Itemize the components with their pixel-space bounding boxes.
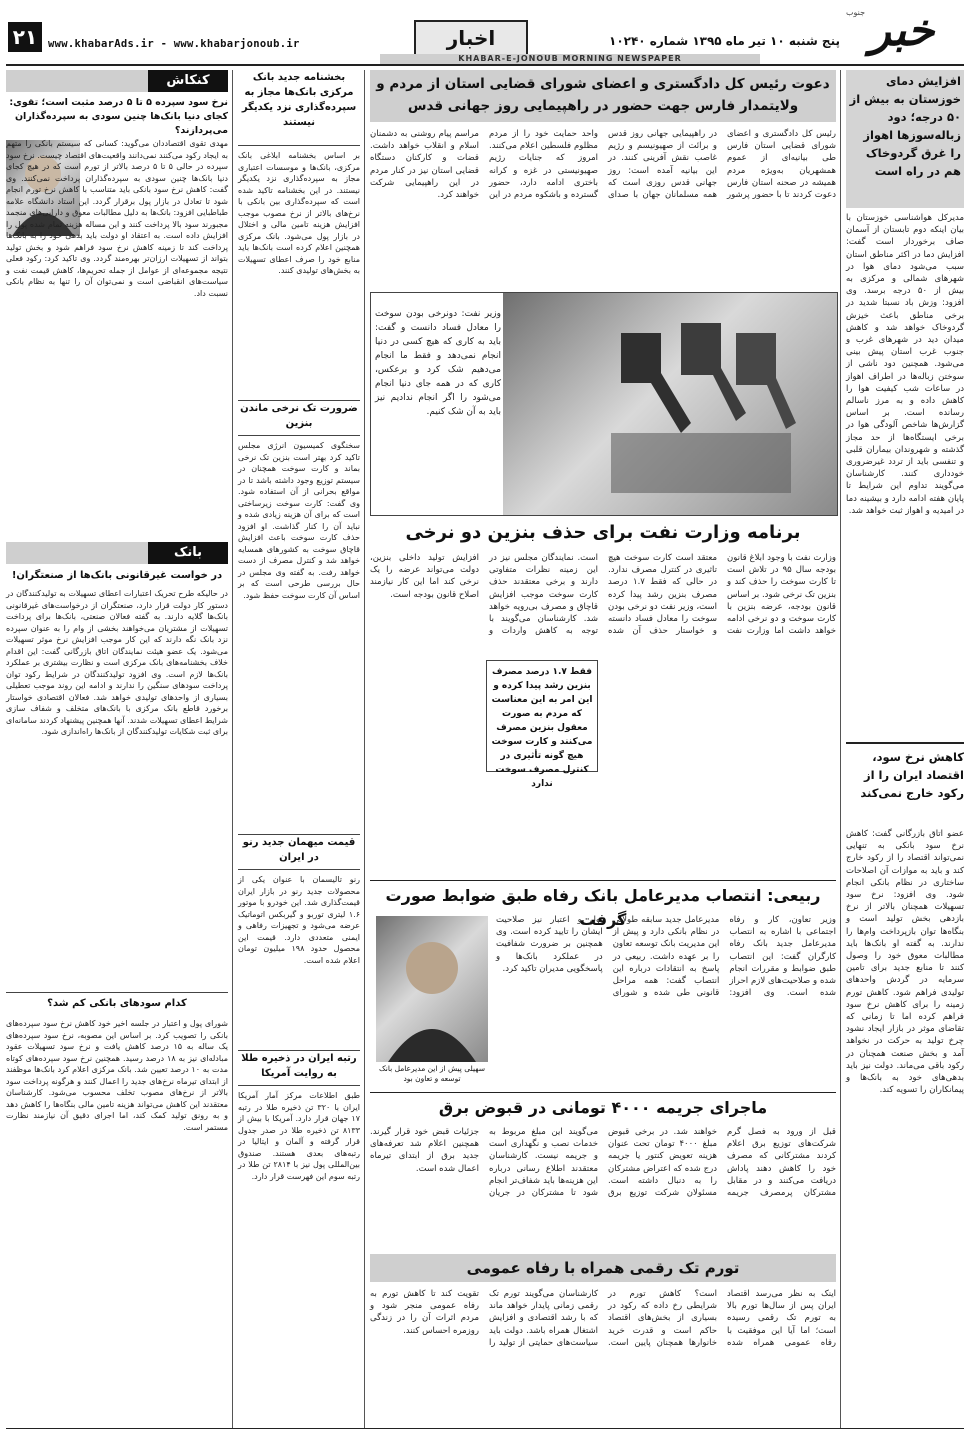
top-story-headline: دعوت رئیس کل دادگستری و اعضای شورای قضایی استان از مردم و ولایتمدار فارس جهت حضور در راهپیمایی روز جهانی قدس	[370, 70, 836, 122]
gold-body: طبق اطلاعات مرکز آمار آمریکا ایران با ۳۲۰ تن ذخیره طلا در رتبه ۱۷ جهان قرار دارد. آمریکا با بیش از ۸۱۳۳ تن ذخیره طلا در صدر جدول قرار گرفته و آلمان و ایتالیا در رتبه‌های بعدی هستند. صندوق بین‌المللی پول نیز با ۲۸۱۴ تن طلا در رتبه سوم این فهرست قرار دارد.	[238, 1091, 361, 1181]
fuel-headline: برنامه وزارت نفت برای حذف بنزین دو نرخی	[405, 522, 801, 543]
renault-headline: قیمت میهمان جدید رنو در ایران	[238, 834, 360, 870]
electricity-body: قبل از ورود به فصل گرم شرکت‌های توزیع برق اعلام کردند مشترکانی که مصرف خود را کاهش دهند پاداش دریافت می‌کنند و در مقابل مشترکان پرمصرف جریمه خواهند شد. در برخی قبوض مبلغ ۴۰۰۰ تومان تحت عنوان هزینه تعویض کنتور یا جریمه درج شده که اعتراض مشترکان را به دنبال داشته است. مسئولان شرکت توزیع برق می‌گویند این مبلغ مربوط به خدمات نصب و نگهداری است و جریمه نیست. کارشناسان معتقدند اطلاع رسانی درباره این هزینه‌ها باید شفاف‌تر انجام شود تا مشترکان در جریان جزئیات قبض خود قرار گیرند. همچنین اعلام شد تعرفه‌های جدید برق از ابتدای تیرماه اعمال شده است.	[370, 1127, 836, 1199]
kankash-body: مهدی تقوی اقتصاددان می‌گوید: کسانی که سیستم بانکی را متهم به ایجاد رکود می‌کنند نمی‌دانند واقعیت‌های اقتصاد چیست. نرخ سود سپرده در حالی ۵ تا ۵ درصد بالاتر از تورم است که در هیچ کجای دنیا بانک‌ها چنین سودی به سپرده‌گذاران پرداخت نمی‌کنند. وی گفت: کاهش نرخ سود بانکی باید متناسب با کاهش نرخ تورم انجام شود تا تعادل در بازار پول برقرار گردد. این استاد دانشگاه علامه طباطبایی افزود: بانک‌ها به دلیل مطالبات معوق و دارایی‌های منجمد مجبورند سود بالا پرداخت کنند و این مساله هزینه تمام شده پول را افزایش داده است. به اعتقاد او دولت باید بدهی خود را به بانک‌ها پرداخت کند تا زمینه کاهش نرخ سود فراهم شود و بخش تولید بتواند از تسهیلات ارزان‌تر بهره‌مند گردد. وی تاکید کرد: رکود فعلی نتیجه مجموعه‌ای از عوامل از جمله تحریم‌ها، کاهش قیمت نفت و سیاست‌های انقباضی است و نمی‌توان آن را تنها به نظام بانکی نسبت داد.	[6, 139, 228, 298]
section-title-box	[414, 20, 528, 56]
inflation-headline: تورم تک رقمی همراه با رفاه عمومی	[466, 1259, 740, 1277]
kankash-label: کنکاش	[148, 70, 228, 92]
fuel-photo-caption: وزیر نفت: دونرخی بودن سوخت را معادل فساد دانست و گفت: باید به کاری که هیچ کسی در دنیا انجام نمی‌دهد و فقط ما انجام می‌دهیم شک کرد و برعکس، کاری که در همه جای دنیا انجام می‌شود را اگر انجام ندادیم نیز باید به آن شک کنیم.	[375, 309, 501, 417]
khuzestan-headline: افزایش دمای خوزستان به بیش از ۵۰ درجه؛ دود زباله‌سوزها اهواز را غرق گرد‌وخاک هم در راه است	[846, 70, 964, 208]
fuel-pull-quote-text: فقط ۱.۷ درصد مصرف بنزین رشد پیدا کرده و این امر به این معناست که مردم به صورت معقول بنزین مصرف می‌کنند و کارت سوخت هیچ گونه تأثیری در کنترل مصرف سوخت ندارد	[491, 667, 593, 789]
central-bank-headline: بخشنامه جدید بانک مرکزی بانک‌ها مجاز به سپرده‌گذاری نزد یکدیگر نیستند	[238, 70, 360, 146]
portrait-icon	[376, 916, 488, 1062]
inflation-body: اینک به نظر می‌رسد اقتصاد ایران پس از سال‌ها تورم بالا به تورم تک رقمی رسیده است؛ اما آیا این موفقیت با رفاه عمومی همراه شده است؟ کاهش تورم در شرایطی رخ داده که رکود در بسیاری از بخش‌های اقتصاد حاکم است و قدرت خرید خانوارها همچنان پایین است. کارشناسان می‌گویند تورم تک رقمی زمانی پایدار خواهد ماند که با رشد اقتصادی و افزایش اشتغال همراه باشد. دولت باید سیاست‌های حمایتی از تولید را تقویت کند تا کاهش تورم به رفاه عمومی منجر شود و مردم اثرات آن را در زندگی روزمره احساس کنند.	[370, 1289, 836, 1348]
rabiei-photo	[376, 916, 488, 1062]
bank-label: بانک	[148, 542, 228, 564]
rabiei-rule	[370, 880, 836, 881]
kankash-body-wrap	[6, 138, 228, 536]
rates-body: شورای پول و اعتبار در جلسه اخیر خود کاهش نرخ سود سپرده‌های بانکی را تصویب کرد. بر اساس این مصوبه، نرخ سود سپرده‌های یک ساله به ۱۵ درصد کاهش یافت و نرخ سود تسهیلات عقود مبادله‌ای نیز به ۱۸ درصد رسید. همچنین نرخ سود سپرده‌های کوتاه مدت به ۱۰ درصد تعیین شد. بانک مرکزی اعلام کرد بانک‌ها موظفند از ابتدای تیرماه نرخ‌های جدید را اعمال کنند و هرگونه پرداخت سود بالاتر از نرخ‌های مصوب تخلف محسوب می‌شود. کارشناسان معتقدند این کاهش می‌تواند هزینه تامین مالی بنگاه‌ها را کاهش دهد و به رونق تولید کمک کند، اما اجرای دقیق آن نیازمند نظارت مستمر است.	[6, 1019, 229, 1132]
divider-left	[232, 70, 233, 1428]
electricity-headline: ماجرای جریمه ۴۰۰۰ تومانی در قبوض برق	[438, 1098, 768, 1117]
central-bank-body: بر اساس بخشنامه ابلاغی بانک مرکزی، بانک‌ها و موسسات اعتباری مجاز به سپرده‌گذاری نزد یکدیگر نیستند. در این بخشنامه تاکید شده است که سپرده‌گذاری بین بانکی با نرخ‌های بالاتر از نرخ مصوب موجب افزایش هزینه تامین مالی و اختلال در بازار پول می‌شود. بانک مرکزی همچنین اعلام کرده است بانک‌ها باید منابع خود را صرف اعطای تسهیلات به بخش‌های تولیدی کنند.	[238, 151, 360, 275]
site-urls[interactable]: www.khabarAds.ir - www.khabarjonoub.ir	[48, 38, 300, 50]
left-column	[6, 70, 228, 1425]
fuel-pull-quote	[486, 660, 598, 789]
masthead-text: KHABAR-E-JONOUB MORNING NEWSPAPER	[458, 54, 682, 63]
fuel-nozzle-icon	[601, 313, 801, 493]
header-rule	[6, 64, 964, 66]
fuel-need-headline: ضرورت تک نرخی ماندن بنزین	[238, 400, 360, 436]
rabiei-headline: ربیعی: انتصاب مدیرعامل بانک رفاه طبق ضوابط صورت گرفت	[385, 886, 821, 929]
interest-headline: کاهش نرخ سود، اقتصاد ایران را از رکود خارج نمی‌کند	[846, 742, 964, 826]
bank-body: در حالیکه طرح تحریک اعتبارات اعطای تسهیلات به تولیدکنندگان در دستور کار دولت قرار دارد، صنعتگران از درخواست‌های غیرقانونی بانک‌ها گلایه دارند. به گفته فعالان صنعتی، بانک‌ها برای پرداخت تسهیلات از مشتریان می‌خواهند بخشی از وام را به عنوان سپرده نزد بانک نگه دارند که این کار موجب افزایش نرخ موثر تسهیلات می‌شود. یک عضو هیئت نمایندگان اتاق بازرگانی گفت: این اقدام خلاف بخشنامه‌های بانک مرکزی است و نظارت بیشتری بر عملکرد بانک‌ها لازم است. وی افزود تولیدکنندگان در شرایط رکود توان پرداخت سودهای سنگین را ندارند و ادامه این روند موجب تعطیلی بسیاری از واحدهای تولیدی خواهد شد. فعالان اقتصادی خواستار برخورد قاطع بانک مرکزی با بانک‌های متخلف و شفاف سازی شرایط اعطای تسهیلات شدند. آنها همچنین پیشنهاد کردند سامانه‌ای برای ثبت شکایات تولیدکنندگان از بانک‌ها راه‌اندازی شود.	[6, 589, 228, 736]
khuzestan-body: مدیرکل هواشناسی خوزستان با بیان اینکه دوم تابستان از آسمان صاف برخوردار است گفت: افزایش دما در اکثر مناطق استان سبب می‌شود دمای هوا در شهرهای شمالی و مرکزی به بیش از ۵۰ درجه برسد. وی افزود: وزش باد نسبتا شدید در برخی مناطق باعث خیزش گرد‌وخاک خواهد شد و کاهش میدان دید در شهرهای غرب و جنوب غرب استان پیش بینی می‌شود. همچنین دود ناشی از سوختن زباله‌ها در اطراف اهواز در ساعات شب کیفیت هوا را کاهش داده و به مرز ناسالم رسانده است. بر اساس گزارش‌ها شاخص آلودگی هوا در برخی ایستگاه‌ها از حد مجاز گذشته و شهروندان بیماران قلبی و تنفسی باید از تردد غیرضروری خودداری کنند. کارشناسان می‌گویند تداوم این شرایط تا پایان هفته ادامه دارد و بیشینه دما در امیدیه و اهواز ثبت خواهد شد.	[846, 213, 965, 516]
renault-body: رنو تالیسمان با عنوان یکی از محصولات جدید رنو در بازار ایران قیمت‌گذاری شد. این خودرو با موتور ۱.۶ لیتری توربو و گیربکس اتوماتیک عرضه می‌شود و تجهیزات رفاهی و ایمنی متعددی دارد. قیمت این محصول حدود ۱۹۸ میلیون تومان اعلام شده است.	[238, 875, 360, 965]
kankash-label-row	[6, 70, 228, 92]
page-number: ۲۱	[8, 22, 42, 52]
gold-headline: رتبه ایران در ذخیره طلا به روایت آمریکا	[238, 1050, 360, 1086]
logo-text: خبر	[869, 5, 935, 56]
right-column	[846, 70, 964, 1425]
divider-middle	[364, 70, 365, 1428]
interest-body: عضو اتاق بازرگانی گفت: کاهش نرخ سود بانکی به تنهایی نمی‌تواند اقتصاد را از رکود خارج کند و باید به موازات آن اصلاحات ساختاری در نظام بانکی انجام شود. وی افزود: نرخ سود تسهیلات همچنان بالاتر از نرخ بازدهی بخش تولید است و بنگاه‌ها توان بازپرداخت وام‌ها را ندارند. به گفته او بانک‌ها باید مطالبات معوق خود را وصول کنند تا منابع جدید برای تامین سرمایه در گردش واحدهای تولیدی فراهم شود. کاهش تورم زمینه را برای کاهش نرخ سود فراهم کرده اما تا زمانی که تقاضای موثر در بازار ایجاد نشود چرخ تولید به حرکت در نخواهد آمد و بخش صنعت همچنان در رکود باقی می‌ماند. دولت نیز باید بدهی‌های خود به بانک‌ها و پیمانکاران را تسویه کند.	[846, 829, 964, 1096]
bank-label-row	[6, 542, 228, 564]
divider-right	[840, 70, 841, 1428]
kankash-headline: نرخ سود سپرده ۵ تا ۵ درصد مثبت است؛ تقوی: کجای دنیا بانک‌ها چنین سودی به سپرده‌گذاران می‌پردازند؟	[9, 97, 228, 136]
footer-rule	[6, 1428, 964, 1429]
logo-subtext: جنوب	[846, 8, 866, 17]
rabiei-body: وزیر تعاون، کار و رفاه اجتماعی با اشاره به انتصاب مدیرعامل جدید بانک رفاه کارگران گفت: این انتصاب طبق ضوابط و مقررات انجام شده و صلاحیت‌های لازم احراز شده است. وی افزود: مدیرعامل جدید سابقه طولانی در نظام بانکی دارد و پیش از این مدیریت بانک توسعه تعاون را بر عهده داشت. ربیعی در پاسخ به انتقادات درباره این انتصاب گفت: همه مراحل قانونی طی شده و شورای پول و اعتبار نیز صلاحیت ایشان را تایید کرده است. وی همچنین بر ضرورت شفافیت در عملکرد بانک‌ها و پاسخگویی مدیران تاکید کرد.	[496, 915, 836, 999]
inflation-headline-bar	[370, 1254, 836, 1282]
section-title: اخبار	[446, 26, 496, 50]
page-header	[0, 0, 970, 64]
rates-headline: کدام سودهای بانکی کم شد؟	[6, 992, 228, 1016]
rabiei-photo-caption: سهیلی پیش از این مدیرعامل بانک توسعه و تعاون بود	[379, 1064, 485, 1083]
electricity-rule	[370, 1092, 836, 1093]
fuel-photo-box	[370, 292, 838, 516]
masthead-logo	[842, 6, 962, 58]
top-story-body: رئیس کل دادگستری و اعضای شورای قضایی استان فارس طی بیانیه‌ای از عموم همشهریان به‌ویژه مردم همیشه در صحنه استان فارس دعوت کردند تا با حضور پرشور در راهپیمایی جهانی روز قدس و برائت از صهیونیسم و رژیم غاصب نقش آفرینی کنند. در این بیانیه آمده است: روز جهانی قدس روزی است که همه مسلمانان جهان با صدای واحد حمایت خود را از مردم مظلوم فلسطین اعلام می‌کنند. امروز که جنایات رژیم صهیونیستی در غزه و کرانه باختری ادامه دارد، حضور گسترده و باشکوه مردم در این مراسم پیام روشنی به دشمنان اسلام و انقلاب خواهد داشت. قضات و کارکنان دستگاه قضایی استان نیز در کنار مردم در این راهپیمایی شرکت خواهند کرد.	[370, 129, 836, 201]
masthead-band	[380, 54, 760, 64]
narrow-column	[238, 70, 360, 1425]
bank-headline: در خواست غیرقانونی بانک‌ها از صنعتگران!	[11, 570, 223, 581]
top-story	[370, 70, 836, 285]
date-line: پنج شنبه ۱۰ تیر ماه ۱۳۹۵ شماره ۱۰۲۴۰	[609, 34, 840, 48]
fuel-body: وزارت نفت با وجود ابلاغ قانون بودجه سال ۹۵ در تلاش است تا کارت سوخت را حذف کند و بنزین تک نرخی شود. بر اساس قانون بودجه، عرضه بنزین با کارت سوخت و دو نرخی ادامه خواهد داشت اما وزارت نفت معتقد است کارت سوخت هیچ تاثیری در کنترل مصرف ندارد. در حالی که فقط ۱.۷ درصد مصرف بنزین رشد پیدا کرده است، وزیر نفت دو نرخی بودن سوخت را معادل فساد دانسته و خواستار حذف آن شده است. نمایندگان مجلس نیز در این زمینه نظرات متفاوتی دارند و برخی معتقدند حذف کارت سوخت موجب افزایش قاچاق و مصرف بی‌رویه خواهد شد. کارشناسان می‌گویند با توجه به کاهش واردات و افزایش تولید داخلی بنزین، دولت می‌تواند عرضه را یک نرخی کند اما این کار نیازمند اصلاح قانون بودجه است.	[370, 553, 836, 637]
fuel-need-body: سخنگوی کمیسیون انرژی مجلس تاکید کرد بهتر است بنزین تک نرخی بماند و کارت سوخت همچنان در سیستم توزیع وجود داشته باشد تا در مواقع بحرانی از آن استفاده شود. وی گفت: کارت سوخت زیرساختی است که برای آن هزینه زیادی شده و نباید آن را کنار گذاشت. او افزود حذف کارت سوخت باعث افزایش قاچاق سوخت به کشورهای همسایه خواهد شد و کنترل مصرف از دست خواهد رفت. به گفته وی مجلس در حال بررسی طرحی است که بر اساس آن کارت سوخت حفظ شود.	[238, 441, 360, 600]
